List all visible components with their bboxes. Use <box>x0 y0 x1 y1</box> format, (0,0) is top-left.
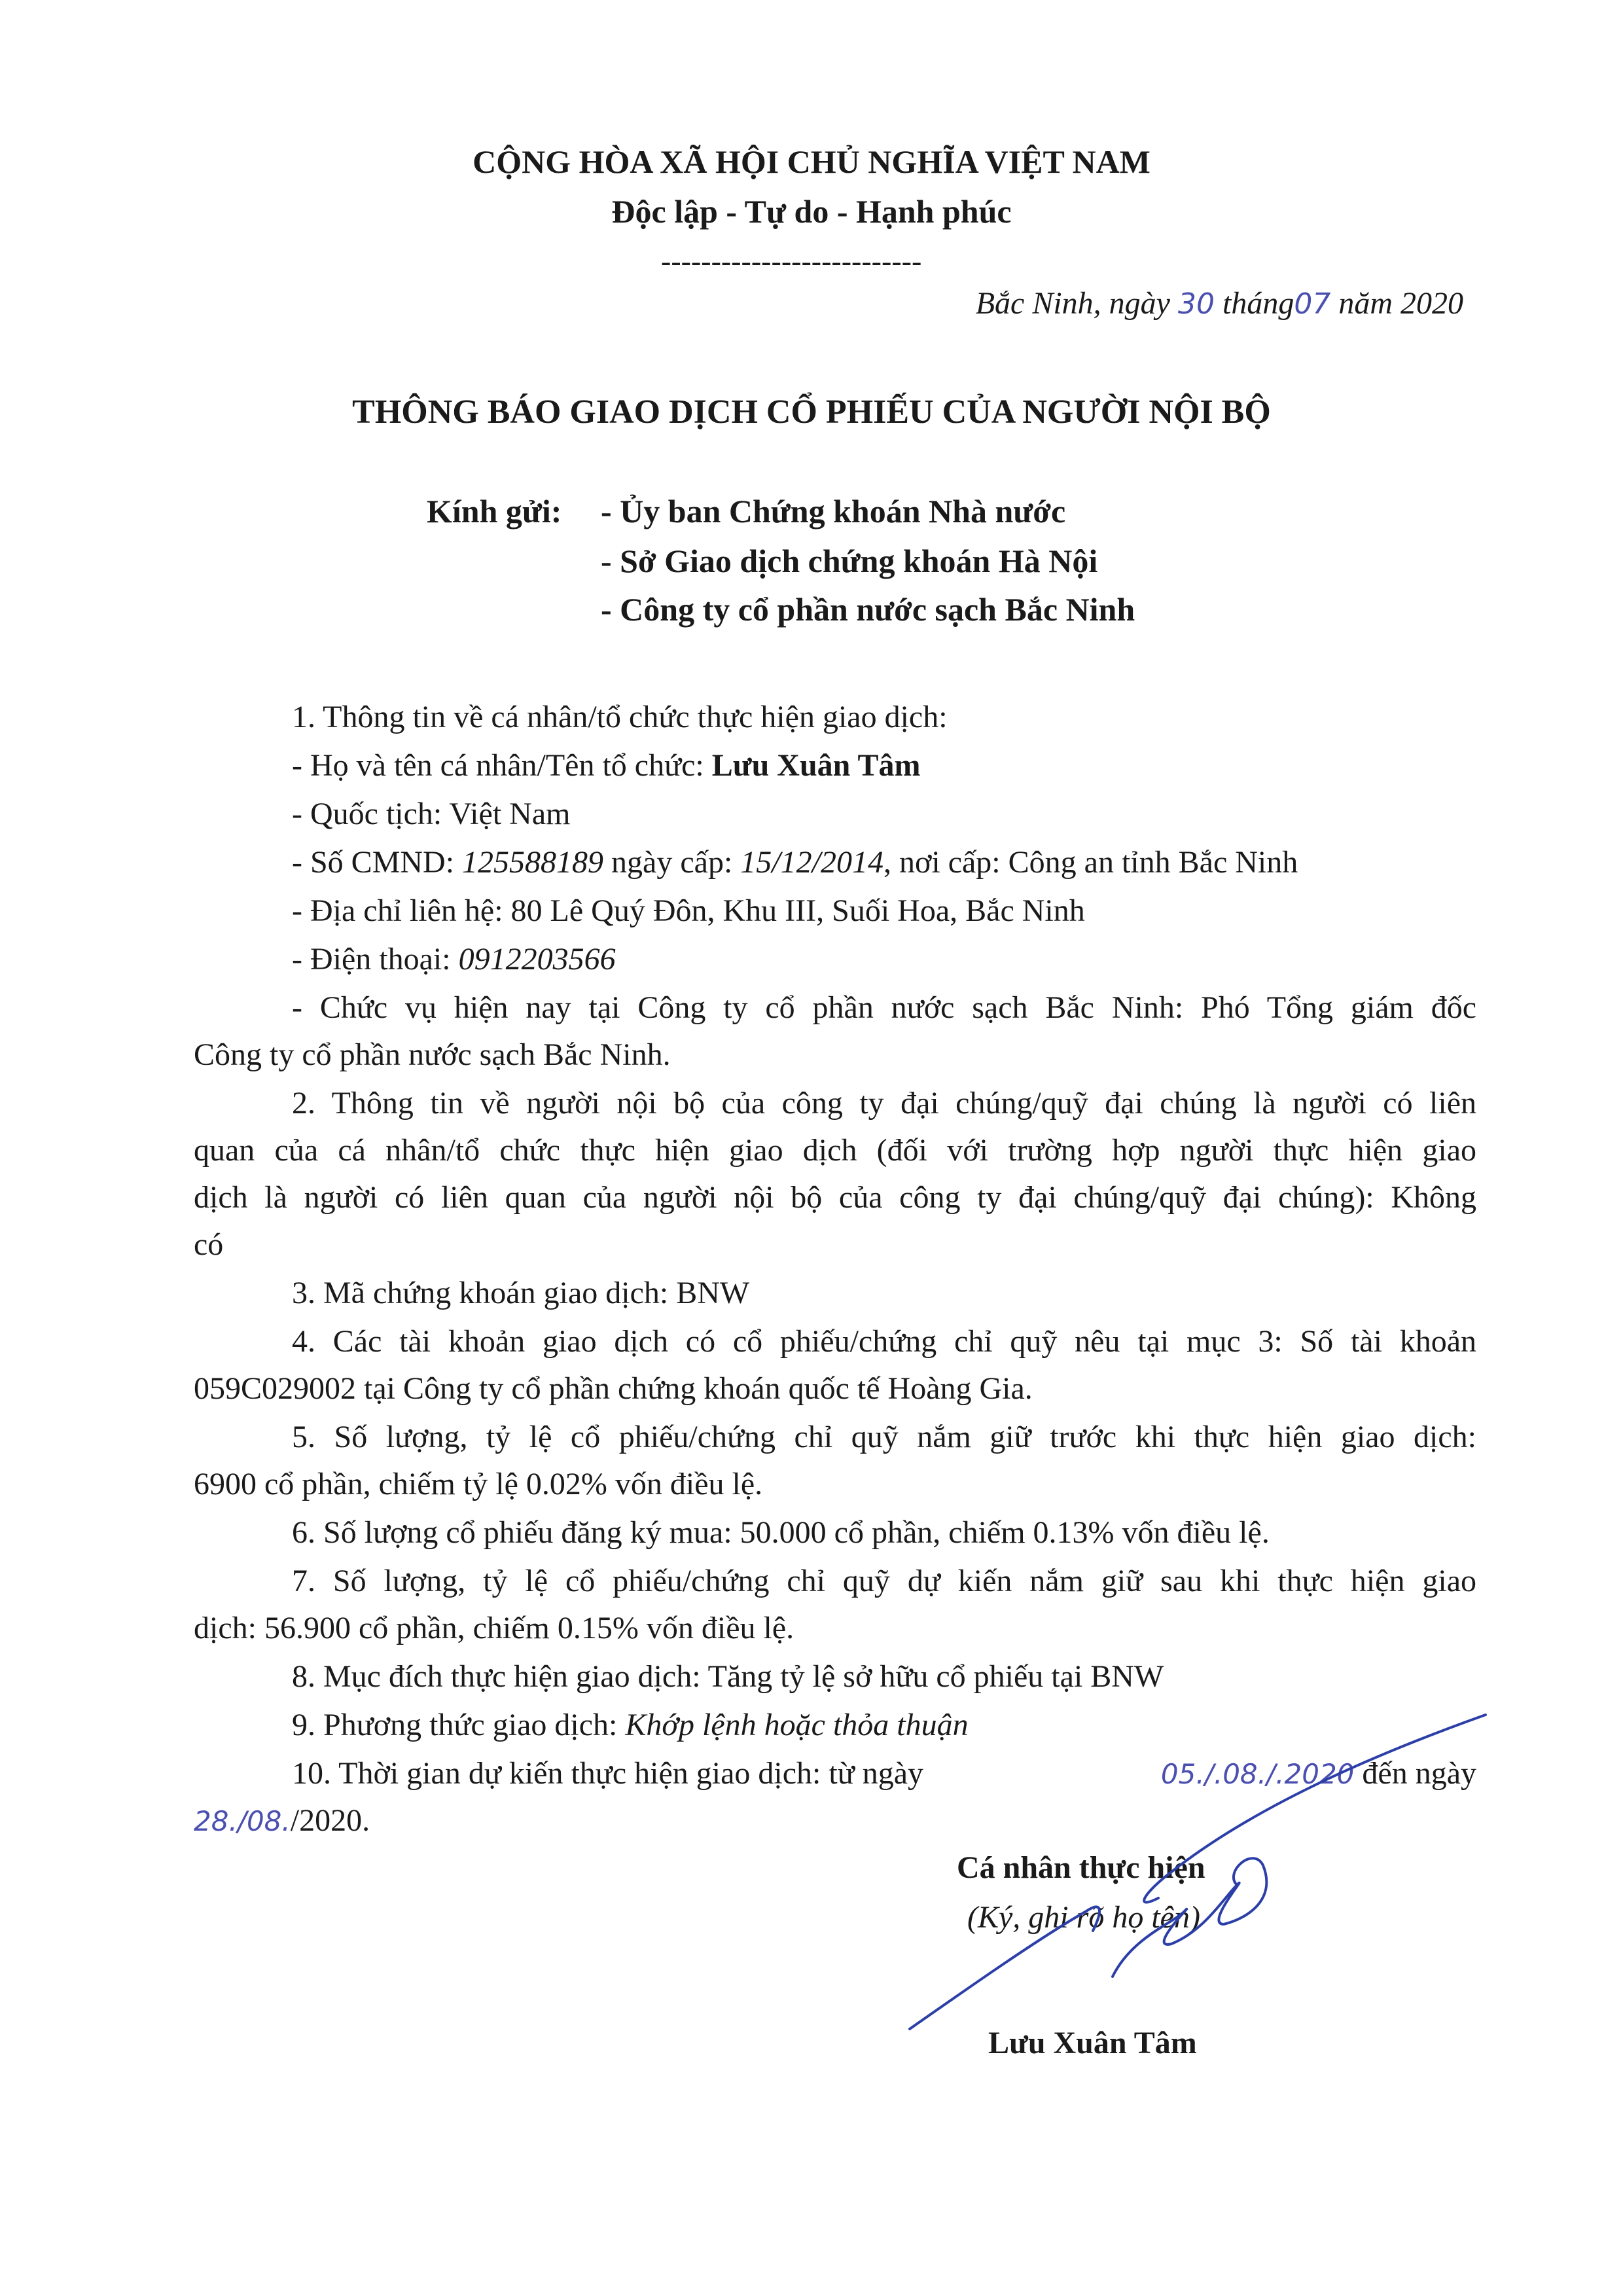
section1-nationality: - Quốc tịch: Việt Nam <box>292 797 571 831</box>
end-year: /2020. <box>290 1803 370 1838</box>
name-label: - Họ và tên cá nhân/Tên tổ chức: <box>292 748 712 783</box>
header-separator: -------------------------- <box>661 244 922 278</box>
end-date: 28./08. <box>194 1805 291 1837</box>
section8: 8. Mục đích thực hiện giao dịch: Tăng tỷ lệ sở hữu cổ phiếu tại BNW <box>292 1659 1164 1694</box>
date-month: 07 <box>1294 287 1331 321</box>
section2-line3: dịch là người có liên quan của người nội bộ của công ty đại chúng/quỹ đại chúng): Không <box>194 1180 1476 1215</box>
date-month-label: tháng <box>1214 286 1294 321</box>
handwritten-signature <box>897 1702 1551 2042</box>
motto: Độc lập - Tự do - Hạnh phúc <box>611 193 1012 230</box>
issue-date: 15/12/2014 <box>740 845 883 880</box>
time-middle: đến ngày <box>1354 1756 1476 1791</box>
section1-address: - Địa chỉ liên hệ: 80 Lê Quý Đôn, Khu III, Suối Hoa, Bắc Ninh <box>292 893 1085 928</box>
id-value: 125588189 <box>462 845 604 880</box>
start-date: 05./.08./.2020 <box>1160 1758 1355 1790</box>
name-value: Lưu Xuân Tâm <box>711 748 921 783</box>
phone-value: 0912203566 <box>458 942 616 977</box>
document-title: THÔNG BÁO GIAO DỊCH CỔ PHIẾU CỦA NGƯỜI NỘI BỘ <box>352 393 1271 431</box>
section4-line1: 4. Các tài khoản giao dịch có cổ phiếu/chứng chỉ quỹ nêu tại mục 3: Số tài khoản <box>292 1324 1476 1359</box>
section2-line2: quan của cá nhân/tổ chức thực hiện giao dịch (đối với trường hợp người thực hiện giao <box>194 1133 1476 1168</box>
issue-label: ngày cấp: <box>603 845 741 880</box>
signature-stroke-long <box>1144 1715 1486 1902</box>
time-prefix: 10. Thời gian dự kiến thực hiện giao dịch: từ ngày <box>292 1756 924 1791</box>
section10-line2 <box>194 1797 370 1845</box>
date-prefix: Bắc Ninh, ngày <box>975 286 1178 321</box>
issue-place: , nơi cấp: Công an tỉnh Bắc Ninh <box>883 845 1298 880</box>
date-line <box>976 285 1463 321</box>
method-value: Khớp lệnh hoặc thỏa thuận <box>625 1708 969 1742</box>
signer-instruction: (Ký, ghi rõ họ tên) <box>967 1900 1200 1935</box>
section6: 6. Số lượng cổ phiếu đăng ký mua: 50.000 cổ phần, chiếm 0.13% vốn điều lệ. <box>292 1515 1270 1550</box>
section4-line2: 059C029002 tại Công ty cổ phần chứng khoán quốc tế Hoàng Gia. <box>194 1371 1033 1406</box>
method-label: 9. Phương thức giao dịch: <box>292 1708 626 1742</box>
section5-line2: 6900 cổ phần, chiếm tỷ lệ 0.02% vốn điều lệ. <box>194 1467 763 1501</box>
section7-line1: 7. Số lượng, tỷ lệ cổ phiếu/chứng chỉ quỹ dự kiến nắm giữ sau khi thực hiện giao <box>292 1564 1476 1598</box>
section5-line1: 5. Số lượng, tỷ lệ cổ phiếu/chứng chỉ quỹ nắm giữ trước khi thực hiện giao dịch: <box>292 1420 1476 1454</box>
recipients-label: Kính gửi: <box>427 493 562 529</box>
section1-position-line1: - Chức vụ hiện nay tại Công ty cổ phần nước sạch Bắc Ninh: Phó Tổng giám đốc <box>292 990 1476 1025</box>
date-year: năm 2020 <box>1330 286 1463 321</box>
section2-line4: có <box>194 1227 224 1262</box>
section1-id <box>194 839 1298 886</box>
signer-name: Lưu Xuân Tâm <box>988 2026 1197 2060</box>
signer-title-visible: Cá nhân thực hiện <box>957 1850 1205 1885</box>
section7-line2: dịch: 56.900 cổ phần, chiếm 0.15% vốn điều lệ. <box>194 1611 794 1645</box>
section1-position-line2: Công ty cổ phần nước sạch Bắc Ninh. <box>194 1037 671 1072</box>
id-label: - Số CMND: <box>292 845 463 880</box>
recipient-2: - Sở Giao dịch chứng khoán Hà Nội <box>601 543 1098 579</box>
phone-label: - Điện thoại: <box>292 942 459 977</box>
section3: 3. Mã chứng khoán giao dịch: BNW <box>292 1276 750 1310</box>
date-day: 30 <box>1177 287 1215 321</box>
section1-heading: 1. Thông tin về cá nhân/tổ chức thực hiện giao dịch: <box>292 700 948 734</box>
section2-line1: 2. Thông tin về người nội bộ của công ty đại chúng/quỹ đại chúng là người có liên <box>292 1086 1476 1121</box>
signature-stroke-loops <box>1113 1858 1266 1977</box>
section1-name <box>194 742 920 789</box>
recipient-1: - Ủy ban Chứng khoán Nhà nước <box>601 493 1066 529</box>
recipient-3: - Công ty cổ phần nước sạch Bắc Ninh <box>601 591 1135 628</box>
section9 <box>194 1702 969 1749</box>
section1-phone <box>194 936 616 983</box>
signature-stroke-tail <box>910 1907 1099 2029</box>
nation-heading: CỘNG HÒA XÃ HỘI CHỦ NGHĨA VIỆT NAM <box>473 143 1150 180</box>
